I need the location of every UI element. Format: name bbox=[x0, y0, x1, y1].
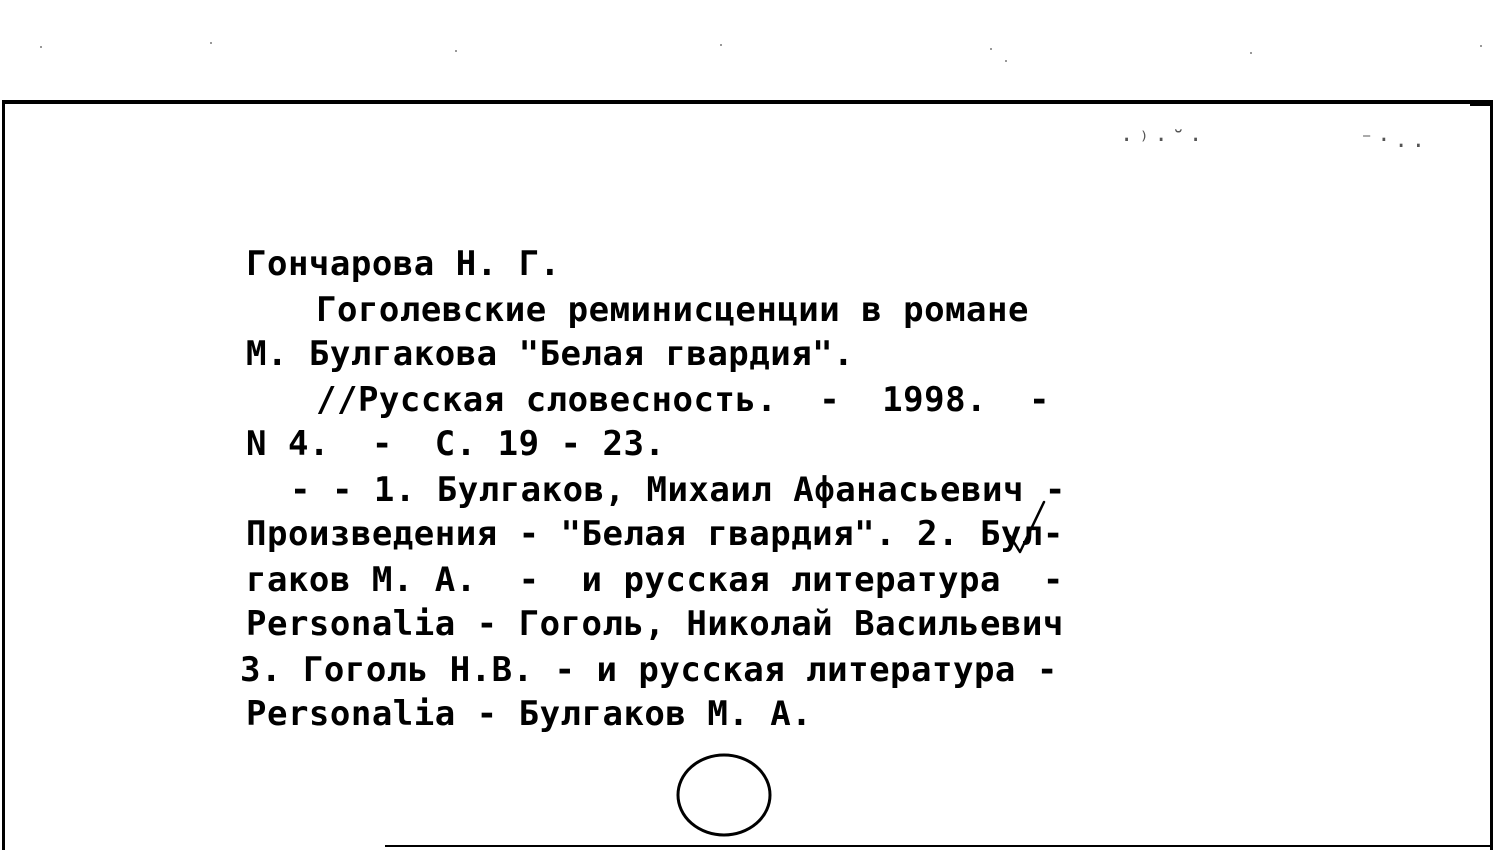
card-subject-line-4: Personalia - Гоголь, Николай Васильевич bbox=[246, 604, 1064, 644]
card-title-line-1: Гоголевские реминисценции в романе bbox=[316, 290, 1029, 330]
handwritten-check-icon bbox=[1008, 500, 1048, 556]
card-border-top bbox=[4, 100, 1493, 104]
card-subject-line-6: Personalia - Булгаков М. А. bbox=[246, 694, 813, 734]
card-border-bottom bbox=[385, 845, 1490, 847]
card-subject-line-2: Произведения - "Белая гвардия". 2. Бул- bbox=[246, 514, 1064, 554]
faint-scan-mark: ·⁾·˘· bbox=[1120, 128, 1207, 153]
card-source-line-2: N 4. - С. 19 - 23. bbox=[246, 424, 666, 464]
card-author: Гончарова Н. Г. bbox=[246, 244, 561, 284]
card-subject-line-5: 3. Гоголь Н.В. - и русская литература - bbox=[240, 650, 1058, 690]
faint-scan-mark: ⁻·.. bbox=[1360, 128, 1429, 153]
card-border-right bbox=[1490, 100, 1493, 850]
card-title-line-2: М. Булгакова "Белая гвардия". bbox=[246, 334, 855, 374]
scan-noise bbox=[0, 40, 1497, 80]
card-source-line-1: //Русская словесность. - 1998. - bbox=[316, 380, 1050, 420]
stamp-circle-icon bbox=[675, 752, 773, 838]
card-subject-line-1: - - 1. Булгаков, Михаил Афанасьевич - bbox=[290, 470, 1066, 510]
card-corner-notch bbox=[1470, 104, 1492, 114]
card-border-left bbox=[2, 100, 5, 850]
card-subject-line-3: гаков М. А. - и русская литература - bbox=[246, 560, 1064, 600]
